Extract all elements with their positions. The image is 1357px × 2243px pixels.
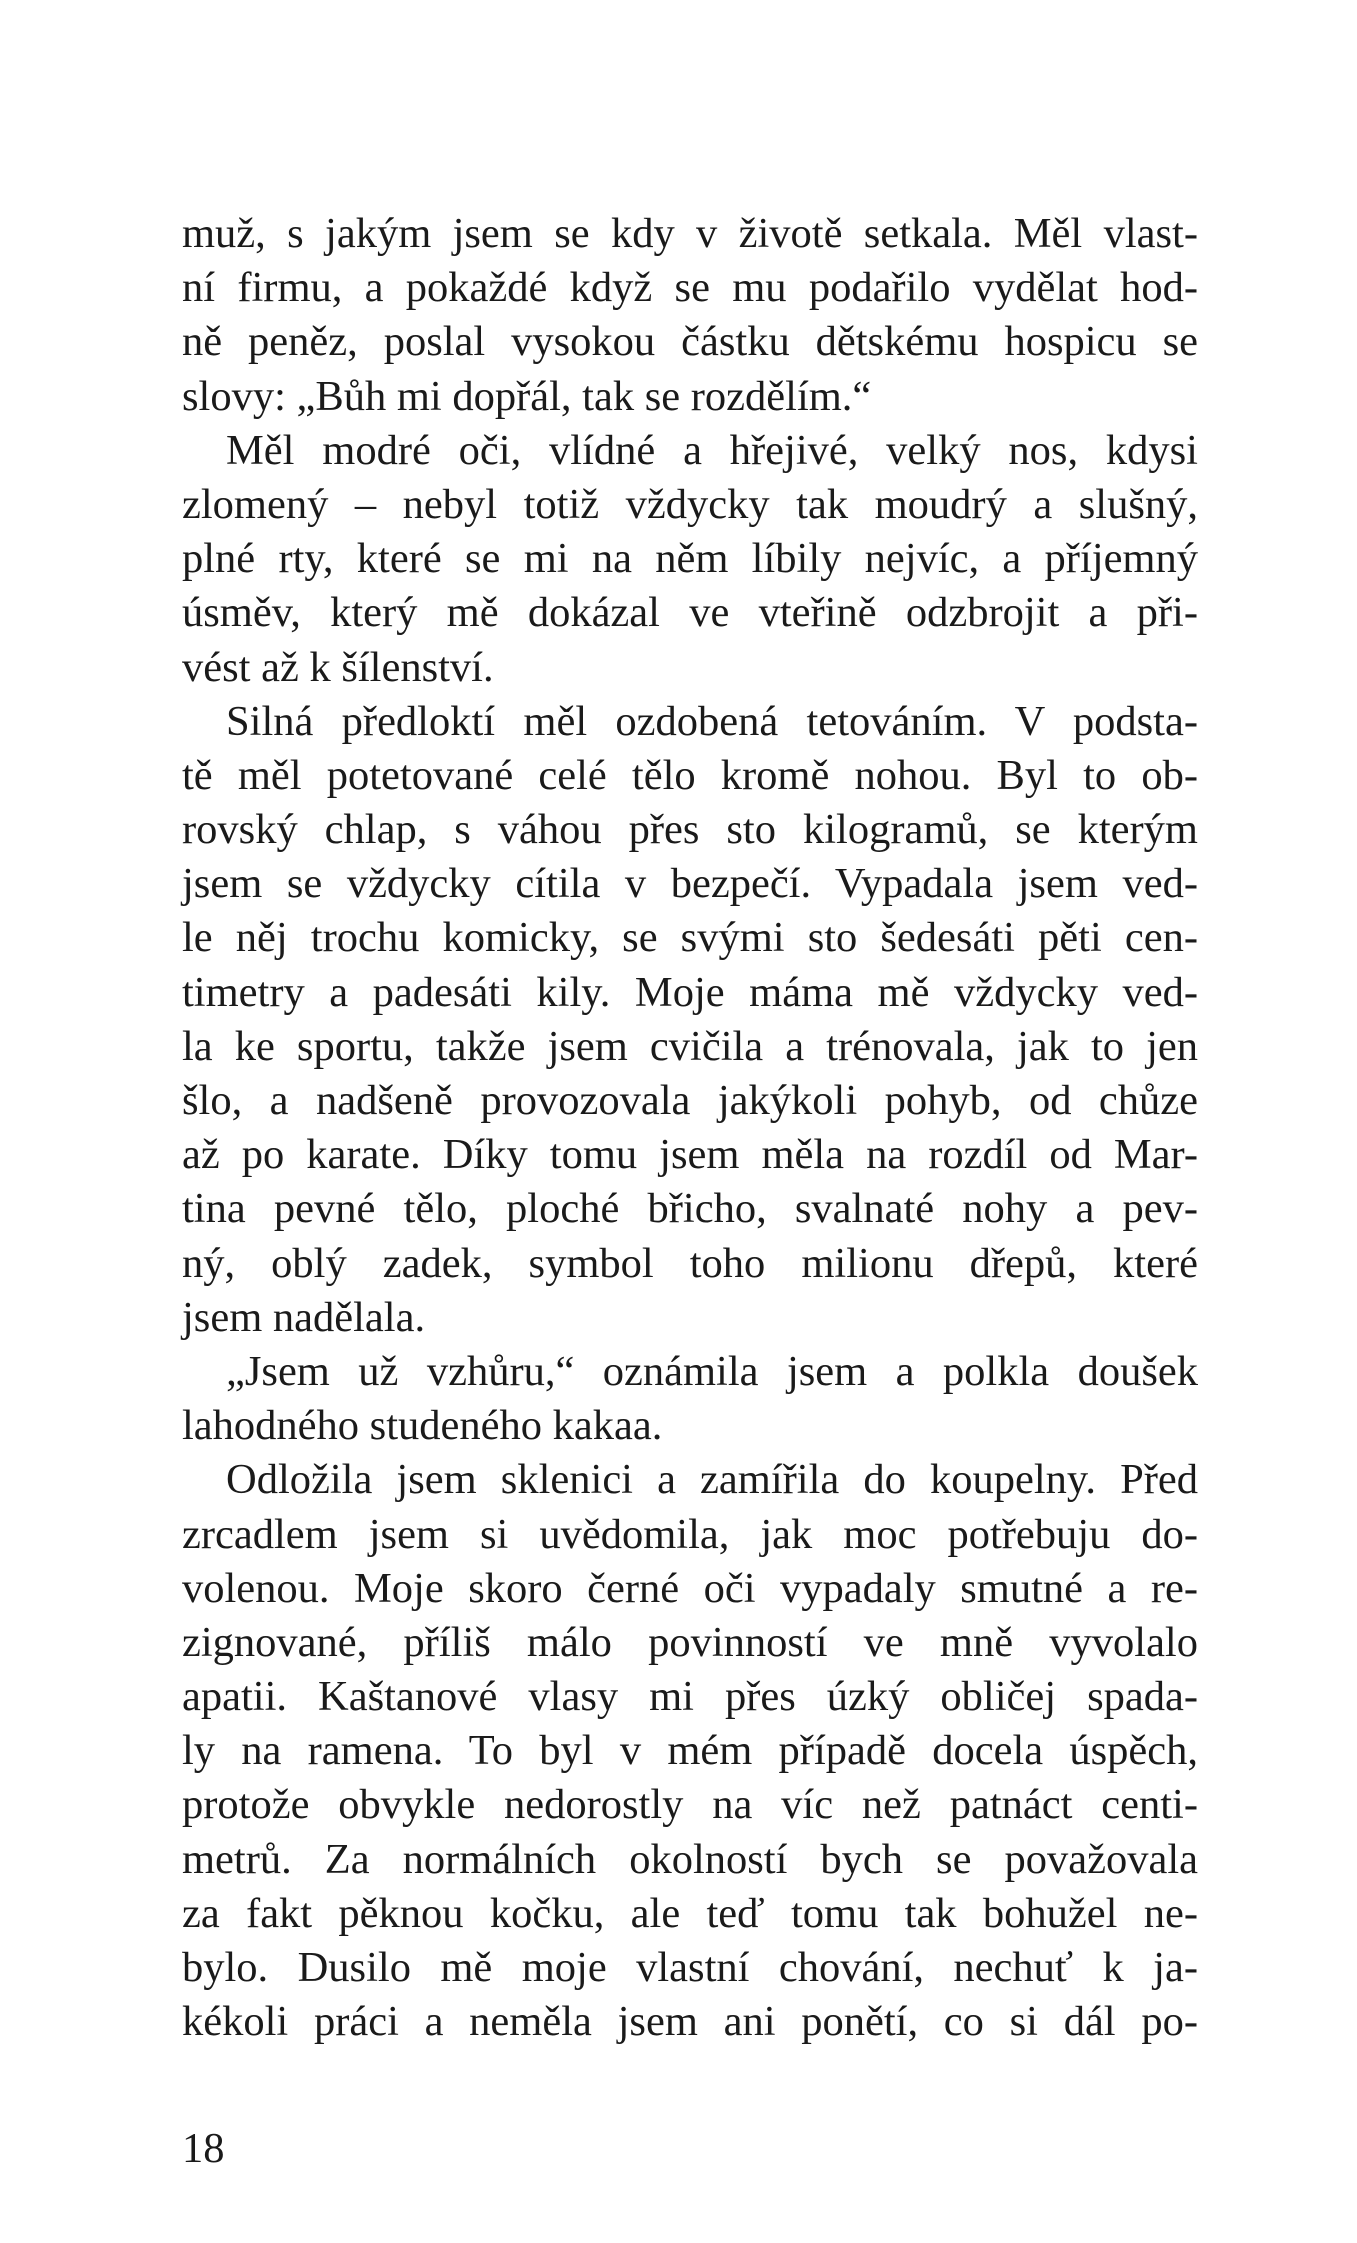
text-line: šlo, a nadšeně provozovala jakýkoli pohyb, od chůze	[182, 1077, 1198, 1124]
text-line: Odložila jsem sklenici a zamířila do koupelny. Před	[226, 1456, 1198, 1504]
text-line: protože obvykle nedorostly na víc než patnáct centi-	[182, 1781, 1198, 1829]
text-line: timetry a padesáti kily. Moje máma mě vždycky ved-	[182, 968, 1198, 1016]
text-line: „Jsem už vzhůru,“ oznámila jsem a polkla doušek	[226, 1347, 1198, 1395]
text-line: slovy: „Bůh mi dopřál, tak se rozdělím.“	[182, 372, 872, 420]
text-line: bylo. Dusilo mě moje vlastní chování, nechuť k ja-	[182, 1944, 1198, 1991]
text-line: až po karate. Díky tomu jsem měla na rozdíl od Mar-	[182, 1131, 1198, 1179]
text-line: ný, oblý zadek, symbol toho milionu dřepů, které	[182, 1239, 1198, 1287]
text-line: apatii. Kaštanové vlasy mi přes úzký obličej spada-	[182, 1673, 1198, 1721]
text-line: kékoli práci a neměla jsem ani ponětí, co si dál po-	[182, 1998, 1198, 2046]
text-line: volenou. Moje skoro černé oči vypadaly smutné a re-	[182, 1564, 1198, 1612]
body-text	[182, 207, 1198, 2049]
text-line: Měl modré oči, vlídné a hřejivé, velký nos, kdysi	[226, 426, 1198, 474]
text-line: vést až k šílenství.	[182, 643, 494, 691]
text-line: le něj trochu komicky, se svými sto šedesáti pěti cen-	[182, 914, 1198, 962]
text-line: zignované, příliš málo povinností ve mně vyvolalo	[182, 1618, 1198, 1666]
text-line: ly na ramena. To byl v mém případě docela úspěch,	[182, 1727, 1198, 1775]
text-line: lahodného studeného kakaa.	[182, 1402, 663, 1450]
text-line: ně peněz, poslal vysokou částku dětskému hospicu se	[182, 318, 1198, 366]
text-line: plné rty, které se mi na něm líbily nejvíc, a příjemný	[182, 535, 1198, 583]
text-line: jsem nadělala.	[182, 1293, 426, 1341]
text-line: úsměv, který mě dokázal ve vteřině odzbrojit a při-	[182, 589, 1198, 637]
text-line: tina pevné tělo, ploché břicho, svalnaté nohy a pev-	[182, 1185, 1198, 1233]
text-line: rovský chlap, s váhou přes sto kilogramů, se kterým	[182, 806, 1198, 854]
text-line: la ke sportu, takže jsem cvičila a trénovala, jak to jen	[182, 1022, 1198, 1070]
text-line: muž, s jakým jsem se kdy v životě setkala. Měl vlast-	[182, 210, 1198, 257]
text-line: jsem se vždycky cítila v bezpečí. Vypadala jsem ved-	[182, 860, 1198, 908]
text-line: za fakt pěknou kočku, ale teď tomu tak bohužel ne-	[182, 1889, 1198, 1937]
text-line: metrů. Za normálních okolností bych se považovala	[182, 1835, 1198, 1883]
text-line: zrcadlem jsem si uvědomila, jak moc potřebuju do-	[182, 1510, 1198, 1558]
text-line: tě měl potetované celé tělo kromě nohou. Byl to ob-	[182, 751, 1198, 799]
text-line: zlomený – nebyl totiž vždycky tak moudrý a slušný,	[182, 480, 1198, 528]
text-line: Silná předloktí měl ozdobená tetováním. V podsta-	[226, 697, 1198, 745]
page-number: 18	[182, 2125, 225, 2172]
text-line: ní firmu, a pokaždé když se mu podařilo vydělat hod-	[182, 264, 1198, 312]
